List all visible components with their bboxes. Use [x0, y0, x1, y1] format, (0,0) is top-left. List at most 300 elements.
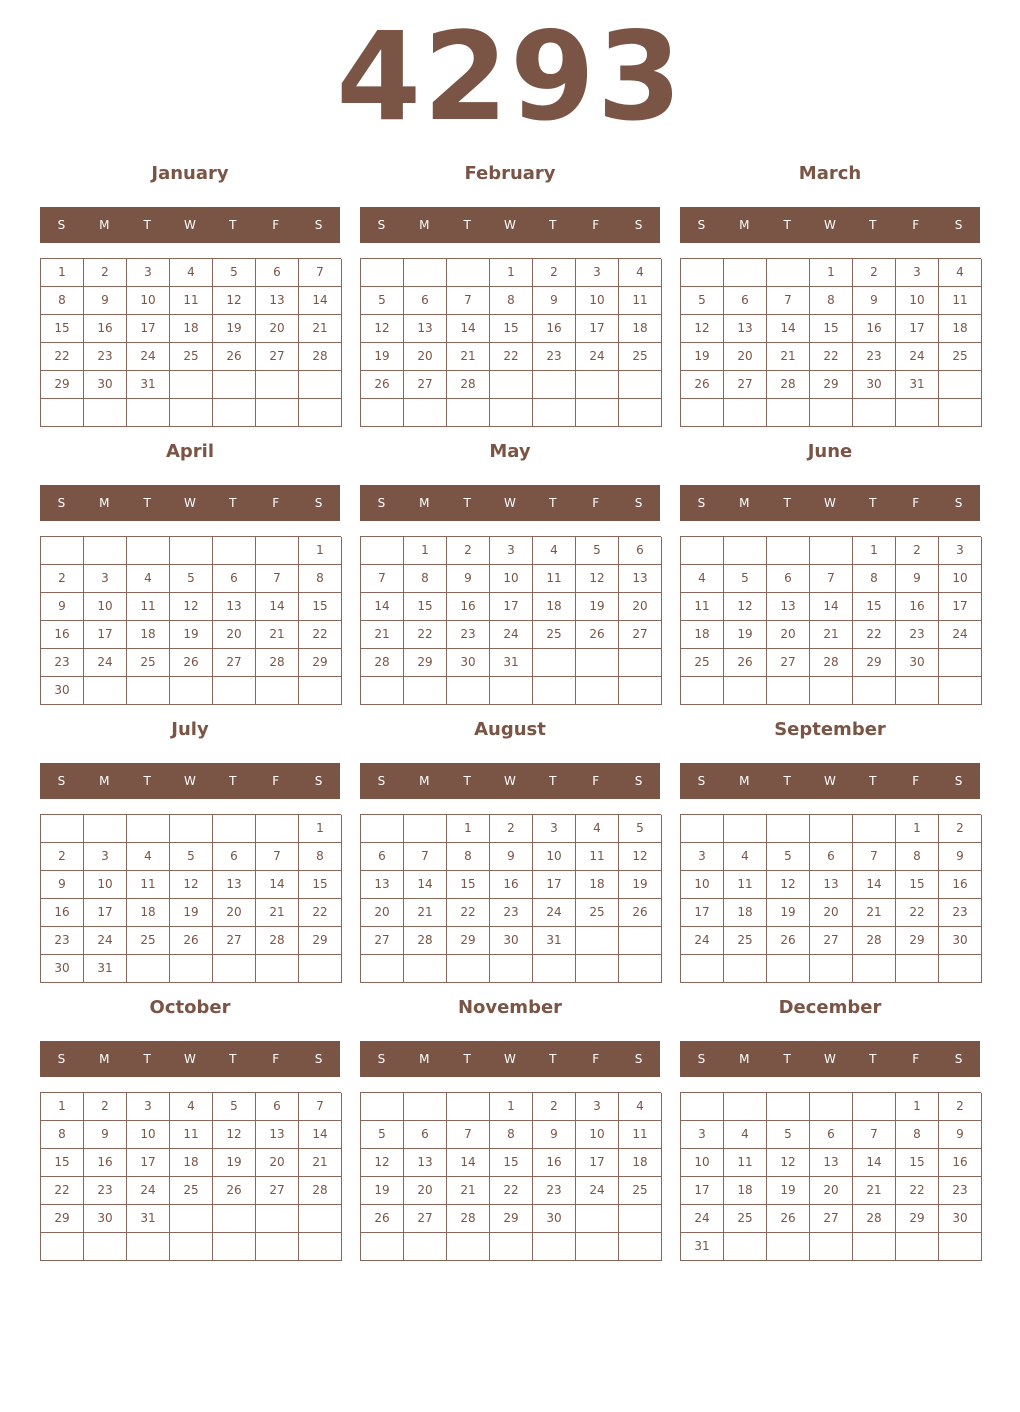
- empty-day-cell: [533, 371, 576, 399]
- day-cell: 10: [84, 593, 127, 621]
- day-cell: 6: [767, 565, 810, 593]
- weekday-label: F: [912, 774, 920, 788]
- day-cell: 3: [490, 537, 533, 565]
- day-cell: 31: [84, 955, 127, 983]
- day-cell: 29: [490, 1205, 533, 1233]
- weekday-label: T: [229, 774, 237, 788]
- day-grid: [680, 536, 981, 705]
- day-cell: 23: [533, 343, 576, 371]
- day-cell: 15: [41, 1149, 84, 1177]
- day-cell: 29: [41, 1205, 84, 1233]
- empty-day-cell: [939, 399, 982, 427]
- day-cell: 28: [853, 1205, 896, 1233]
- weekday-label: F: [272, 496, 280, 510]
- weekday-label: T: [463, 1052, 471, 1066]
- day-cell: 4: [939, 259, 982, 287]
- day-cell: 22: [853, 621, 896, 649]
- day-cell: 22: [447, 899, 490, 927]
- empty-day-cell: [404, 259, 447, 287]
- weekday-label: M: [99, 1052, 110, 1066]
- day-cell: 20: [619, 593, 662, 621]
- weekday-label: W: [824, 1052, 836, 1066]
- weekday-label: T: [783, 774, 791, 788]
- weekday-label: M: [99, 774, 110, 788]
- empty-day-cell: [810, 537, 853, 565]
- day-cell: 18: [576, 871, 619, 899]
- empty-day-cell: [896, 1233, 939, 1261]
- day-cell: 5: [576, 537, 619, 565]
- empty-day-cell: [681, 1093, 724, 1121]
- weekday-label: M: [739, 774, 750, 788]
- empty-day-cell: [84, 399, 127, 427]
- day-cell: 29: [853, 649, 896, 677]
- day-cell: 25: [724, 1205, 767, 1233]
- empty-day-cell: [853, 955, 896, 983]
- empty-day-cell: [299, 371, 342, 399]
- empty-day-cell: [724, 955, 767, 983]
- day-cell: 3: [127, 259, 170, 287]
- empty-day-cell: [213, 537, 256, 565]
- empty-day-cell: [724, 1093, 767, 1121]
- day-cell: 8: [41, 287, 84, 315]
- day-cell: 18: [127, 621, 170, 649]
- day-cell: 14: [299, 1121, 342, 1149]
- day-cell: 23: [84, 1177, 127, 1205]
- day-cell: 18: [619, 315, 662, 343]
- day-cell: 11: [127, 871, 170, 899]
- day-cell: 2: [533, 1093, 576, 1121]
- empty-day-cell: [896, 677, 939, 705]
- day-cell: 15: [896, 871, 939, 899]
- day-cell: 6: [724, 287, 767, 315]
- weekday-label: T: [463, 218, 471, 232]
- empty-day-cell: [170, 677, 213, 705]
- day-cell: 26: [213, 343, 256, 371]
- day-cell: 21: [256, 621, 299, 649]
- day-cell: 10: [127, 287, 170, 315]
- empty-day-cell: [84, 677, 127, 705]
- day-cell: 19: [170, 621, 213, 649]
- weekday-label: T: [463, 774, 471, 788]
- day-cell: 5: [213, 259, 256, 287]
- day-cell: 20: [213, 899, 256, 927]
- empty-day-cell: [213, 371, 256, 399]
- day-cell: 19: [767, 899, 810, 927]
- day-cell: 17: [939, 593, 982, 621]
- day-cell: 20: [724, 343, 767, 371]
- day-cell: 9: [939, 843, 982, 871]
- day-cell: 8: [896, 1121, 939, 1149]
- empty-day-cell: [213, 1205, 256, 1233]
- empty-day-cell: [404, 955, 447, 983]
- weekday-label: W: [504, 1052, 516, 1066]
- day-cell: 10: [490, 565, 533, 593]
- day-cell: 16: [41, 899, 84, 927]
- day-cell: 7: [404, 843, 447, 871]
- empty-day-cell: [299, 677, 342, 705]
- empty-day-cell: [213, 955, 256, 983]
- day-cell: 10: [896, 287, 939, 315]
- weekday-label: F: [272, 774, 280, 788]
- weekday-label: M: [419, 1052, 430, 1066]
- day-grid: [360, 258, 661, 427]
- day-cell: 27: [810, 1205, 853, 1233]
- empty-day-cell: [256, 1205, 299, 1233]
- weekday-label: M: [419, 774, 430, 788]
- empty-day-cell: [853, 677, 896, 705]
- day-cell: 7: [810, 565, 853, 593]
- day-cell: 4: [619, 1093, 662, 1121]
- day-cell: 19: [619, 871, 662, 899]
- day-cell: 21: [767, 343, 810, 371]
- empty-day-cell: [404, 815, 447, 843]
- day-cell: 18: [939, 315, 982, 343]
- empty-day-cell: [724, 537, 767, 565]
- weekday-label: S: [314, 496, 323, 510]
- empty-day-cell: [576, 677, 619, 705]
- day-cell: 7: [256, 843, 299, 871]
- day-cell: 7: [299, 259, 342, 287]
- empty-day-cell: [681, 677, 724, 705]
- day-cell: 1: [404, 537, 447, 565]
- day-cell: 11: [724, 1149, 767, 1177]
- weekday-label: S: [954, 774, 963, 788]
- day-cell: 1: [896, 815, 939, 843]
- day-cell: 19: [361, 1177, 404, 1205]
- weekday-label: S: [314, 774, 323, 788]
- empty-day-cell: [490, 955, 533, 983]
- day-cell: 26: [361, 1205, 404, 1233]
- day-cell: 30: [84, 1205, 127, 1233]
- day-cell: 23: [939, 1177, 982, 1205]
- empty-day-cell: [447, 399, 490, 427]
- day-cell: 16: [853, 315, 896, 343]
- day-cell: 17: [576, 1149, 619, 1177]
- day-cell: 24: [939, 621, 982, 649]
- empty-day-cell: [170, 371, 213, 399]
- weekday-label: F: [912, 1052, 920, 1066]
- day-cell: 3: [939, 537, 982, 565]
- empty-day-cell: [361, 815, 404, 843]
- day-cell: 6: [810, 1121, 853, 1149]
- day-cell: 2: [84, 259, 127, 287]
- day-cell: 14: [256, 871, 299, 899]
- day-cell: 8: [810, 287, 853, 315]
- weekday-label: S: [634, 218, 643, 232]
- day-cell: 10: [533, 843, 576, 871]
- day-cell: 25: [170, 1177, 213, 1205]
- day-cell: 17: [127, 1149, 170, 1177]
- empty-day-cell: [361, 1233, 404, 1261]
- day-cell: 27: [213, 649, 256, 677]
- day-cell: 13: [810, 1149, 853, 1177]
- empty-day-cell: [170, 399, 213, 427]
- day-cell: 5: [170, 565, 213, 593]
- day-cell: 16: [84, 1149, 127, 1177]
- empty-day-cell: [810, 399, 853, 427]
- day-cell: 9: [41, 871, 84, 899]
- day-cell: 6: [256, 259, 299, 287]
- day-cell: 16: [939, 1149, 982, 1177]
- day-cell: 2: [490, 815, 533, 843]
- day-cell: 26: [619, 899, 662, 927]
- day-cell: 26: [767, 927, 810, 955]
- day-cell: 11: [724, 871, 767, 899]
- day-cell: 1: [447, 815, 490, 843]
- day-cell: 31: [127, 371, 170, 399]
- day-cell: 12: [170, 871, 213, 899]
- weekday-label: W: [504, 218, 516, 232]
- empty-day-cell: [724, 815, 767, 843]
- empty-day-cell: [724, 399, 767, 427]
- empty-day-cell: [447, 259, 490, 287]
- empty-day-cell: [767, 1093, 810, 1121]
- empty-day-cell: [361, 399, 404, 427]
- day-cell: 4: [533, 537, 576, 565]
- day-cell: 23: [853, 343, 896, 371]
- day-cell: 14: [256, 593, 299, 621]
- day-cell: 16: [939, 871, 982, 899]
- day-cell: 6: [619, 537, 662, 565]
- day-cell: 26: [170, 649, 213, 677]
- empty-day-cell: [767, 815, 810, 843]
- day-cell: 25: [619, 1177, 662, 1205]
- empty-day-cell: [447, 955, 490, 983]
- day-cell: 15: [896, 1149, 939, 1177]
- weekday-label: W: [184, 1052, 196, 1066]
- weekday-label: S: [314, 1052, 323, 1066]
- day-cell: 8: [41, 1121, 84, 1149]
- empty-day-cell: [576, 649, 619, 677]
- weekday-header: [360, 207, 660, 243]
- day-cell: 7: [853, 843, 896, 871]
- weekday-label: W: [184, 774, 196, 788]
- empty-day-cell: [619, 399, 662, 427]
- empty-day-cell: [213, 815, 256, 843]
- day-cell: 30: [41, 955, 84, 983]
- day-cell: 27: [767, 649, 810, 677]
- empty-day-cell: [84, 537, 127, 565]
- day-cell: 9: [84, 1121, 127, 1149]
- day-grid: [40, 258, 341, 427]
- day-cell: 12: [619, 843, 662, 871]
- day-cell: 14: [853, 871, 896, 899]
- day-cell: 16: [84, 315, 127, 343]
- weekday-label: S: [57, 1052, 66, 1066]
- day-cell: 24: [84, 927, 127, 955]
- day-cell: 18: [619, 1149, 662, 1177]
- empty-day-cell: [299, 1233, 342, 1261]
- day-cell: 19: [681, 343, 724, 371]
- day-cell: 7: [853, 1121, 896, 1149]
- day-cell: 11: [170, 287, 213, 315]
- weekday-label: T: [549, 1052, 557, 1066]
- weekday-label: W: [184, 496, 196, 510]
- day-cell: 20: [256, 1149, 299, 1177]
- day-cell: 5: [767, 843, 810, 871]
- day-cell: 11: [619, 287, 662, 315]
- empty-day-cell: [447, 1233, 490, 1261]
- day-cell: 6: [404, 1121, 447, 1149]
- day-cell: 1: [299, 815, 342, 843]
- day-cell: 20: [767, 621, 810, 649]
- weekday-label: S: [57, 774, 66, 788]
- day-cell: 15: [41, 315, 84, 343]
- empty-day-cell: [299, 399, 342, 427]
- empty-day-cell: [213, 399, 256, 427]
- day-grid: [40, 814, 341, 983]
- day-cell: 15: [299, 871, 342, 899]
- day-cell: 26: [170, 927, 213, 955]
- day-cell: 13: [404, 1149, 447, 1177]
- weekday-label: T: [229, 1052, 237, 1066]
- empty-day-cell: [681, 399, 724, 427]
- empty-day-cell: [256, 815, 299, 843]
- day-cell: 14: [447, 1149, 490, 1177]
- day-cell: 27: [810, 927, 853, 955]
- day-cell: 18: [170, 1149, 213, 1177]
- day-cell: 29: [41, 371, 84, 399]
- day-cell: 13: [404, 315, 447, 343]
- day-cell: 16: [533, 315, 576, 343]
- day-cell: 9: [533, 1121, 576, 1149]
- day-cell: 25: [127, 927, 170, 955]
- day-cell: 27: [213, 927, 256, 955]
- empty-day-cell: [619, 927, 662, 955]
- day-cell: 2: [447, 537, 490, 565]
- weekday-label: T: [549, 496, 557, 510]
- weekday-label: F: [272, 218, 280, 232]
- empty-day-cell: [767, 259, 810, 287]
- weekday-label: S: [954, 218, 963, 232]
- empty-day-cell: [576, 1205, 619, 1233]
- day-cell: 24: [127, 343, 170, 371]
- day-cell: 24: [84, 649, 127, 677]
- weekday-label: T: [143, 1052, 151, 1066]
- empty-day-cell: [84, 1233, 127, 1261]
- day-cell: 2: [41, 565, 84, 593]
- empty-day-cell: [939, 677, 982, 705]
- empty-day-cell: [256, 955, 299, 983]
- empty-day-cell: [404, 1093, 447, 1121]
- day-grid: [680, 258, 981, 427]
- weekday-header: [360, 485, 660, 521]
- empty-day-cell: [533, 677, 576, 705]
- day-cell: 11: [170, 1121, 213, 1149]
- weekday-label: W: [824, 496, 836, 510]
- empty-day-cell: [127, 815, 170, 843]
- day-cell: 13: [361, 871, 404, 899]
- empty-day-cell: [84, 815, 127, 843]
- day-cell: 22: [41, 343, 84, 371]
- day-cell: 10: [576, 287, 619, 315]
- day-cell: 30: [896, 649, 939, 677]
- day-cell: 4: [127, 843, 170, 871]
- day-cell: 8: [447, 843, 490, 871]
- weekday-label: S: [634, 774, 643, 788]
- day-cell: 2: [939, 815, 982, 843]
- day-cell: 11: [681, 593, 724, 621]
- day-cell: 15: [404, 593, 447, 621]
- day-cell: 10: [84, 871, 127, 899]
- weekday-header: [360, 1041, 660, 1077]
- day-cell: 29: [447, 927, 490, 955]
- day-cell: 13: [619, 565, 662, 593]
- day-cell: 21: [256, 899, 299, 927]
- day-cell: 4: [576, 815, 619, 843]
- empty-day-cell: [127, 677, 170, 705]
- empty-day-cell: [619, 649, 662, 677]
- empty-day-cell: [533, 1233, 576, 1261]
- day-cell: 3: [84, 565, 127, 593]
- day-cell: 12: [724, 593, 767, 621]
- day-cell: 1: [810, 259, 853, 287]
- day-cell: 25: [127, 649, 170, 677]
- day-cell: 10: [939, 565, 982, 593]
- day-cell: 21: [299, 315, 342, 343]
- day-cell: 9: [490, 843, 533, 871]
- empty-day-cell: [810, 1233, 853, 1261]
- weekday-label: T: [229, 218, 237, 232]
- day-cell: 19: [361, 343, 404, 371]
- day-cell: 9: [896, 565, 939, 593]
- day-cell: 15: [810, 315, 853, 343]
- day-cell: 6: [404, 287, 447, 315]
- day-cell: 20: [256, 315, 299, 343]
- empty-day-cell: [810, 1093, 853, 1121]
- empty-day-cell: [299, 955, 342, 983]
- day-cell: 24: [576, 343, 619, 371]
- empty-day-cell: [619, 371, 662, 399]
- empty-day-cell: [490, 371, 533, 399]
- weekday-label: F: [592, 1052, 600, 1066]
- day-cell: 21: [853, 899, 896, 927]
- day-cell: 27: [256, 343, 299, 371]
- day-cell: 13: [256, 287, 299, 315]
- day-cell: 4: [619, 259, 662, 287]
- empty-day-cell: [361, 1093, 404, 1121]
- day-cell: 10: [127, 1121, 170, 1149]
- empty-day-cell: [170, 537, 213, 565]
- empty-day-cell: [619, 1205, 662, 1233]
- empty-day-cell: [681, 815, 724, 843]
- day-cell: 24: [576, 1177, 619, 1205]
- empty-day-cell: [767, 677, 810, 705]
- weekday-header: [360, 763, 660, 799]
- weekday-label: T: [549, 774, 557, 788]
- weekday-label: S: [954, 1052, 963, 1066]
- empty-day-cell: [170, 1205, 213, 1233]
- weekday-header: [680, 1041, 980, 1077]
- day-cell: 8: [404, 565, 447, 593]
- weekday-label: T: [143, 774, 151, 788]
- empty-day-cell: [724, 259, 767, 287]
- day-grid: [360, 1092, 661, 1261]
- empty-day-cell: [41, 1233, 84, 1261]
- day-cell: 2: [939, 1093, 982, 1121]
- day-cell: 2: [853, 259, 896, 287]
- day-cell: 19: [213, 315, 256, 343]
- empty-day-cell: [127, 1233, 170, 1261]
- weekday-label: T: [869, 496, 877, 510]
- weekday-label: M: [99, 496, 110, 510]
- weekday-label: F: [592, 774, 600, 788]
- empty-day-cell: [490, 1233, 533, 1261]
- day-cell: 14: [810, 593, 853, 621]
- day-cell: 3: [896, 259, 939, 287]
- day-cell: 26: [576, 621, 619, 649]
- day-cell: 15: [490, 315, 533, 343]
